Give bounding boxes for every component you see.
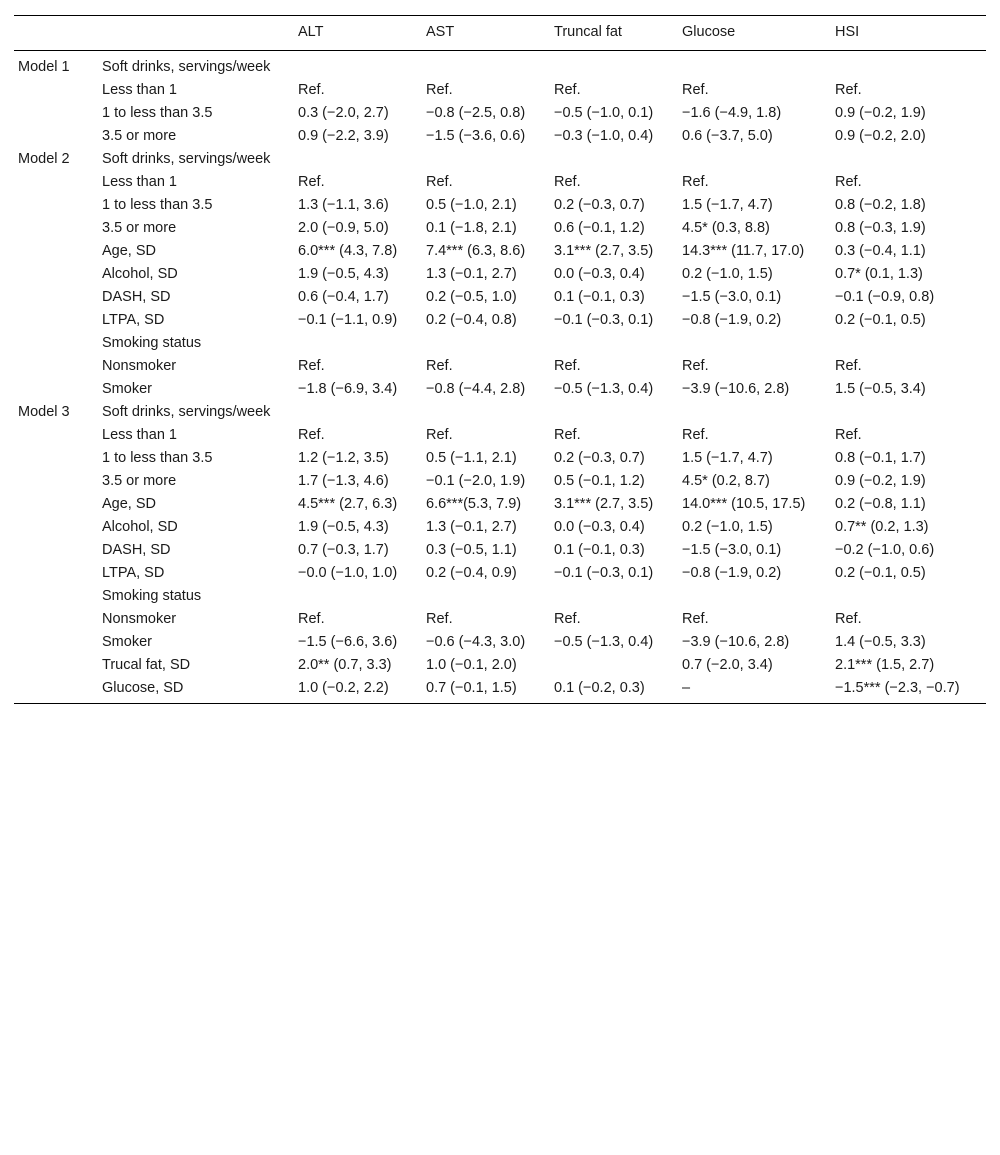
hsi-cell	[831, 332, 986, 355]
truncal-fat-cell: Ref.	[554, 82, 581, 98]
hsi-cell: −1.5*** (−2.3, −0.7)	[831, 677, 986, 704]
glucose-cell: 0.2 (−1.0, 1.5)	[682, 519, 773, 535]
glucose-cell: 0.6 (−3.7, 5.0)	[682, 128, 773, 144]
hsi-cell: −0.1 (−0.9, 0.8)	[835, 289, 935, 305]
alt-cell: 2.0** (0.7, 3.3)	[298, 657, 392, 673]
hsi-cell: −0.2 (−1.0, 0.6)	[835, 542, 935, 558]
ast-cell: −0.6 (−4.3, 3.0)	[426, 634, 526, 650]
hsi-cell: 0.9 (−0.2, 2.0)	[835, 128, 926, 144]
hsi-cell	[831, 148, 986, 171]
truncal-fat-cell: −0.5 (−1.3, 0.4)	[554, 634, 654, 650]
hsi-cell: 0.2 (−0.8, 1.1)	[835, 496, 926, 512]
hsi-cell: 0.8 (−0.2, 1.8)	[835, 197, 926, 213]
table-row	[14, 424, 986, 447]
ast-cell	[422, 401, 550, 424]
ast-cell: −0.8 (−4.4, 2.8)	[426, 381, 526, 397]
ast-cell: 6.6***(5.3, 7.9)	[426, 496, 522, 512]
glucose-cell	[678, 148, 831, 171]
header-cell-hsi: HSI	[831, 16, 986, 51]
table-row	[14, 240, 986, 263]
table-row	[14, 654, 986, 677]
variable-cell: 1 to less than 3.5	[102, 197, 213, 213]
model-cell	[14, 447, 98, 470]
model-cell	[14, 217, 98, 240]
truncal-fat-cell: −0.5 (−1.0, 0.1)	[554, 105, 654, 121]
ast-cell: 0.5 (−1.1, 2.1)	[426, 450, 517, 466]
glucose-cell: 1.5 (−1.7, 4.7)	[682, 197, 773, 213]
alt-cell: 2.0 (−0.9, 5.0)	[298, 220, 389, 236]
hsi-cell: 0.9 (−0.2, 1.9)	[835, 473, 926, 489]
table-row	[14, 378, 986, 401]
ast-cell: Ref.	[426, 358, 453, 374]
variable-cell: Smoker	[102, 634, 152, 650]
truncal-fat-cell: −0.5 (−1.3, 0.4)	[554, 381, 654, 397]
ast-cell: 0.3 (−0.5, 1.1)	[426, 542, 517, 558]
table-row	[14, 148, 986, 171]
variable-cell: Alcohol, SD	[102, 519, 178, 535]
glucose-cell: –	[678, 677, 831, 704]
truncal-fat-cell	[550, 401, 678, 424]
ast-cell: −0.1 (−2.0, 1.9)	[426, 473, 526, 489]
header-row	[14, 16, 986, 51]
ast-cell: 1.0 (−0.1, 2.0)	[426, 657, 517, 673]
variable-cell: DASH, SD	[102, 289, 171, 305]
truncal-fat-cell: −0.1 (−0.3, 0.1)	[554, 565, 654, 581]
glucose-cell: 14.3*** (11.7, 17.0)	[682, 243, 805, 259]
ast-cell: 0.2 (−0.4, 0.8)	[426, 312, 517, 328]
table-row	[14, 263, 986, 286]
table-header	[14, 16, 986, 51]
truncal-fat-cell: 0.6 (−0.1, 1.2)	[554, 220, 645, 236]
truncal-fat-cell: 0.0 (−0.3, 0.4)	[554, 519, 645, 535]
alt-cell: 1.7 (−1.3, 4.6)	[298, 473, 389, 489]
model-cell	[14, 654, 98, 677]
ast-cell: Ref.	[426, 174, 453, 190]
model-cell	[14, 355, 98, 378]
table-row	[14, 562, 986, 585]
hsi-cell: Ref.	[835, 174, 862, 190]
alt-cell: Ref.	[298, 611, 325, 627]
glucose-cell: Ref.	[682, 82, 709, 98]
variable-cell: Soft drinks, servings/week	[102, 151, 271, 167]
model-cell	[14, 332, 98, 355]
model-cell	[14, 516, 98, 539]
truncal-fat-cell: 3.1*** (2.7, 3.5)	[554, 243, 654, 259]
hsi-cell: 1.5 (−0.5, 3.4)	[835, 381, 926, 397]
alt-cell: 1.2 (−1.2, 3.5)	[298, 450, 389, 466]
model-cell	[14, 102, 98, 125]
glucose-cell	[678, 401, 831, 424]
truncal-fat-cell	[550, 51, 678, 80]
glucose-cell	[678, 51, 831, 80]
truncal-fat-cell: 0.1 (−0.1, 0.3)	[554, 289, 645, 305]
hsi-cell: 0.3 (−0.4, 1.1)	[835, 243, 926, 259]
model-cell	[14, 263, 98, 286]
table-row	[14, 677, 986, 704]
table-row	[14, 79, 986, 102]
glucose-cell: −1.5 (−3.0, 0.1)	[682, 289, 782, 305]
table-row	[14, 194, 986, 217]
truncal-fat-cell: 0.1 (−0.2, 0.3)	[550, 677, 678, 704]
header-cell-variable	[98, 16, 294, 51]
hsi-cell	[831, 401, 986, 424]
ast-cell: 1.3 (−0.1, 2.7)	[426, 519, 517, 535]
alt-cell: −1.8 (−6.9, 3.4)	[298, 381, 398, 397]
glucose-cell: −0.8 (−1.9, 0.2)	[682, 312, 782, 328]
hsi-cell: 0.7* (0.1, 1.3)	[835, 266, 923, 282]
model-cell	[14, 608, 98, 631]
header-cell-glucose: Glucose	[678, 16, 831, 51]
hsi-cell: 0.2 (−0.1, 0.5)	[835, 312, 926, 328]
model-cell	[14, 424, 98, 447]
hsi-cell: 0.9 (−0.2, 1.9)	[835, 105, 926, 121]
table-row	[14, 171, 986, 194]
model-cell	[14, 125, 98, 148]
glucose-cell: Ref.	[682, 427, 709, 443]
alt-cell: Ref.	[298, 82, 325, 98]
table-row	[14, 102, 986, 125]
truncal-fat-cell: 0.0 (−0.3, 0.4)	[554, 266, 645, 282]
ast-cell: −1.5 (−3.6, 0.6)	[426, 128, 526, 144]
truncal-fat-cell: −0.1 (−0.3, 0.1)	[554, 312, 654, 328]
variable-cell: Nonsmoker	[102, 611, 177, 627]
alt-cell: 4.5*** (2.7, 6.3)	[298, 496, 398, 512]
model-cell	[14, 194, 98, 217]
variable-cell: Nonsmoker	[102, 358, 177, 374]
alt-cell	[294, 148, 422, 171]
hsi-cell: Ref.	[835, 82, 862, 98]
truncal-fat-cell: −0.3 (−1.0, 0.4)	[554, 128, 654, 144]
table-row	[14, 309, 986, 332]
regression-table-container	[14, 15, 986, 704]
model-cell	[14, 585, 98, 608]
variable-cell: Age, SD	[102, 496, 156, 512]
hsi-cell	[831, 585, 986, 608]
alt-cell: 0.3 (−2.0, 2.7)	[298, 105, 389, 121]
hsi-cell: 0.7** (0.2, 1.3)	[835, 519, 929, 535]
ast-cell: Ref.	[426, 427, 453, 443]
variable-cell: Age, SD	[102, 243, 156, 259]
variable-cell: Smoking status	[102, 588, 202, 604]
model-cell	[14, 286, 98, 309]
hsi-cell: Ref.	[835, 358, 862, 374]
truncal-fat-cell	[550, 585, 678, 608]
header-cell-ast: AST	[422, 16, 550, 51]
alt-cell: 1.0 (−0.2, 2.2)	[294, 677, 422, 704]
ast-cell	[422, 585, 550, 608]
model-cell	[14, 79, 98, 102]
alt-cell: −1.5 (−6.6, 3.6)	[298, 634, 398, 650]
variable-cell: DASH, SD	[102, 542, 171, 558]
glucose-cell: −0.8 (−1.9, 0.2)	[682, 565, 782, 581]
ast-cell: Ref.	[426, 82, 453, 98]
truncal-fat-cell: Ref.	[554, 358, 581, 374]
variable-cell: Less than 1	[102, 82, 177, 98]
header-cell-truncal-fat: Truncal fat	[550, 16, 678, 51]
variable-cell: Smoker	[102, 381, 152, 397]
variable-cell: 3.5 or more	[102, 473, 177, 489]
glucose-cell: 14.0*** (10.5, 17.5)	[682, 496, 806, 512]
table-row	[14, 286, 986, 309]
alt-cell: −0.1 (−1.1, 0.9)	[298, 312, 398, 328]
model-cell	[14, 539, 98, 562]
model-cell: Model 3	[18, 404, 70, 420]
ast-cell: 0.2 (−0.5, 1.0)	[426, 289, 517, 305]
glucose-cell: −1.6 (−4.9, 1.8)	[682, 105, 782, 121]
alt-cell: 1.9 (−0.5, 4.3)	[298, 266, 389, 282]
variable-cell: Trucal fat, SD	[102, 657, 191, 673]
table-row	[14, 470, 986, 493]
alt-cell: Ref.	[298, 174, 325, 190]
glucose-cell: 0.2 (−1.0, 1.5)	[682, 266, 773, 282]
alt-cell	[294, 332, 422, 355]
header-cell-model	[14, 16, 98, 51]
variable-cell: Soft drinks, servings/week	[102, 404, 271, 420]
table-row	[14, 51, 986, 80]
glucose-cell: −1.5 (−3.0, 0.1)	[682, 542, 782, 558]
model-cell	[14, 240, 98, 263]
truncal-fat-cell: 0.1 (−0.1, 0.3)	[554, 542, 645, 558]
table-body	[14, 51, 986, 704]
variable-cell: Smoking status	[102, 335, 202, 351]
model-cell	[14, 493, 98, 516]
glucose-cell: Ref.	[682, 611, 709, 627]
ast-cell: 7.4*** (6.3, 8.6)	[426, 243, 526, 259]
alt-cell	[294, 401, 422, 424]
regression-table	[14, 15, 986, 704]
alt-cell: 0.7 (−0.3, 1.7)	[298, 542, 389, 558]
alt-cell: 0.6 (−0.4, 1.7)	[298, 289, 389, 305]
table-row	[14, 608, 986, 631]
alt-cell: Ref.	[298, 358, 325, 374]
truncal-fat-cell: 0.5 (−0.1, 1.2)	[554, 473, 645, 489]
table-row	[14, 332, 986, 355]
truncal-fat-cell: Ref.	[554, 611, 581, 627]
truncal-fat-cell: 0.2 (−0.3, 0.7)	[554, 197, 645, 213]
model-cell	[14, 470, 98, 493]
truncal-fat-cell: Ref.	[554, 174, 581, 190]
hsi-cell: 0.8 (−0.3, 1.9)	[835, 220, 926, 236]
glucose-cell: 4.5* (0.2, 8.7)	[682, 473, 770, 489]
variable-cell: 3.5 or more	[102, 220, 177, 236]
variable-cell: 1 to less than 3.5	[102, 450, 213, 466]
glucose-cell: −3.9 (−10.6, 2.8)	[682, 381, 790, 397]
table-row	[14, 125, 986, 148]
model-cell: Model 1	[18, 59, 70, 75]
hsi-cell: 0.8 (−0.1, 1.7)	[835, 450, 926, 466]
table-row	[14, 516, 986, 539]
glucose-cell	[678, 332, 831, 355]
variable-cell: LTPA, SD	[102, 565, 165, 581]
ast-cell: Ref.	[426, 611, 453, 627]
alt-cell	[294, 51, 422, 80]
alt-cell	[294, 585, 422, 608]
glucose-cell: 4.5* (0.3, 8.8)	[682, 220, 770, 236]
alt-cell: 1.3 (−1.1, 3.6)	[298, 197, 389, 213]
variable-cell: LTPA, SD	[102, 312, 165, 328]
variable-cell: 1 to less than 3.5	[102, 105, 213, 121]
truncal-fat-cell: 0.2 (−0.3, 0.7)	[554, 450, 645, 466]
glucose-cell: 1.5 (−1.7, 4.7)	[682, 450, 773, 466]
model-cell	[14, 171, 98, 194]
variable-cell: Alcohol, SD	[102, 266, 178, 282]
ast-cell: 0.2 (−0.4, 0.9)	[426, 565, 517, 581]
truncal-fat-cell	[550, 654, 678, 677]
variable-cell: Less than 1	[102, 427, 177, 443]
model-cell	[14, 562, 98, 585]
ast-cell: 0.5 (−1.0, 2.1)	[426, 197, 517, 213]
header-cell-alt: ALT	[294, 16, 422, 51]
glucose-cell: Ref.	[682, 174, 709, 190]
truncal-fat-cell	[550, 148, 678, 171]
hsi-cell: 2.1*** (1.5, 2.7)	[835, 657, 935, 673]
model-cell	[14, 631, 98, 654]
variable-cell: Glucose, SD	[98, 677, 294, 704]
table-row	[14, 585, 986, 608]
table-row	[14, 217, 986, 240]
ast-cell: 0.7 (−0.1, 1.5)	[422, 677, 550, 704]
glucose-cell: Ref.	[682, 358, 709, 374]
alt-cell: 0.9 (−2.2, 3.9)	[298, 128, 389, 144]
model-cell	[14, 677, 98, 704]
hsi-cell	[831, 51, 986, 80]
table-row	[14, 355, 986, 378]
alt-cell: −0.0 (−1.0, 1.0)	[298, 565, 398, 581]
truncal-fat-cell: 3.1*** (2.7, 3.5)	[554, 496, 654, 512]
hsi-cell: Ref.	[835, 611, 862, 627]
model-cell	[14, 378, 98, 401]
hsi-cell: 1.4 (−0.5, 3.3)	[835, 634, 926, 650]
table-row	[14, 539, 986, 562]
ast-cell: −0.8 (−2.5, 0.8)	[426, 105, 526, 121]
truncal-fat-cell: Ref.	[554, 427, 581, 443]
ast-cell: 0.1 (−1.8, 2.1)	[426, 220, 517, 236]
hsi-cell: Ref.	[835, 427, 862, 443]
variable-cell: Soft drinks, servings/week	[102, 59, 271, 75]
glucose-cell: 0.7 (−2.0, 3.4)	[682, 657, 773, 673]
model-cell: Model 2	[18, 151, 70, 167]
table-row	[14, 493, 986, 516]
alt-cell: 6.0*** (4.3, 7.8)	[298, 243, 398, 259]
ast-cell	[422, 332, 550, 355]
glucose-cell: −3.9 (−10.6, 2.8)	[682, 634, 790, 650]
alt-cell: Ref.	[298, 427, 325, 443]
glucose-cell	[678, 585, 831, 608]
table-row	[14, 401, 986, 424]
truncal-fat-cell	[550, 332, 678, 355]
table-row	[14, 631, 986, 654]
ast-cell	[422, 51, 550, 80]
hsi-cell: 0.2 (−0.1, 0.5)	[835, 565, 926, 581]
alt-cell: 1.9 (−0.5, 4.3)	[298, 519, 389, 535]
variable-cell: Less than 1	[102, 174, 177, 190]
ast-cell: 1.3 (−0.1, 2.7)	[426, 266, 517, 282]
table-row	[14, 447, 986, 470]
model-cell	[14, 309, 98, 332]
ast-cell	[422, 148, 550, 171]
variable-cell: 3.5 or more	[102, 128, 177, 144]
